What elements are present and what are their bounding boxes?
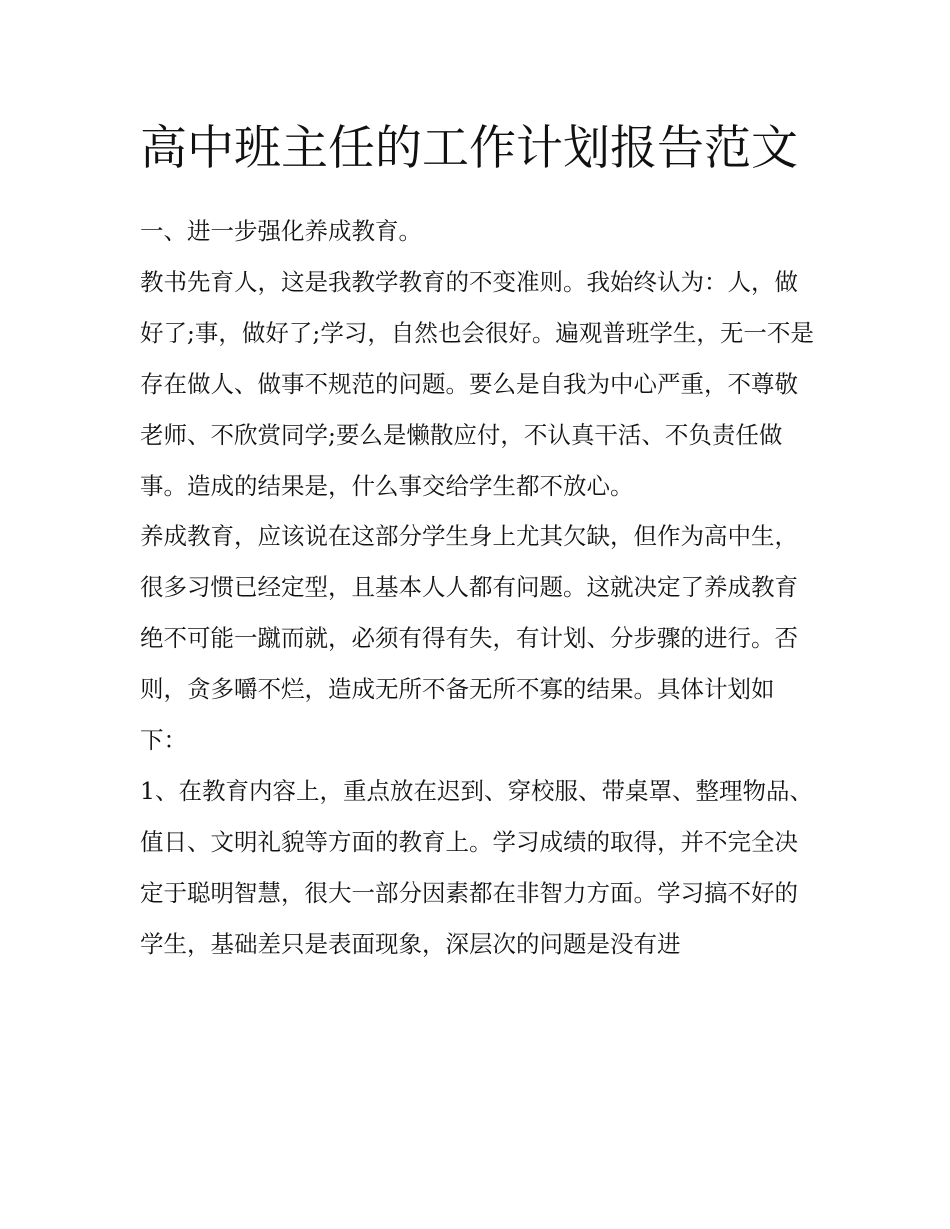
body-paragraph: 养成教育，应该说在这部分学生身上尤其欠缺，但作为高中生，很多习惯已经定型，且基本人人都有问题。这就决定了养成教育绝不可能一蹴而就，必须有得有失，有计划、分步骤的进行。否则，贪多嚼不烂，造成无所不备无所不寡的结果。具体计划如下： bbox=[140, 522, 798, 755]
body-paragraph: 教书先育人，这是我教学教育的不变准则。我始终认为：人，做好了;事，做好了;学习，自然也会很好。遍观普班学生，无一不是存在做人、做事不规范的问题。要么是自我为中心严重，不尊敬老师、不欣赏同学;要么是懒散应付，不认真干活、不负责任做事。造成的结果是，什么事交给学生都不放心。 bbox=[140, 267, 814, 500]
numbered-paragraph: 1、在教育内容上，重点放在迟到、穿校服、带桌罩、整理物品、值日、文明礼貌等方面的教育上。学习成绩的取得，并不完全决定于聪明智慧，很大一部分因素都在非智力方面。学习搞不好的学生，基础差只是表面现象，深层次的问题是没有进 bbox=[140, 776, 813, 958]
document-title: 高中班主任的工作计划报告范文 bbox=[140, 121, 798, 176]
document-body bbox=[140, 114, 816, 970]
section-heading: 一、进一步强化养成教育。 bbox=[140, 217, 422, 245]
